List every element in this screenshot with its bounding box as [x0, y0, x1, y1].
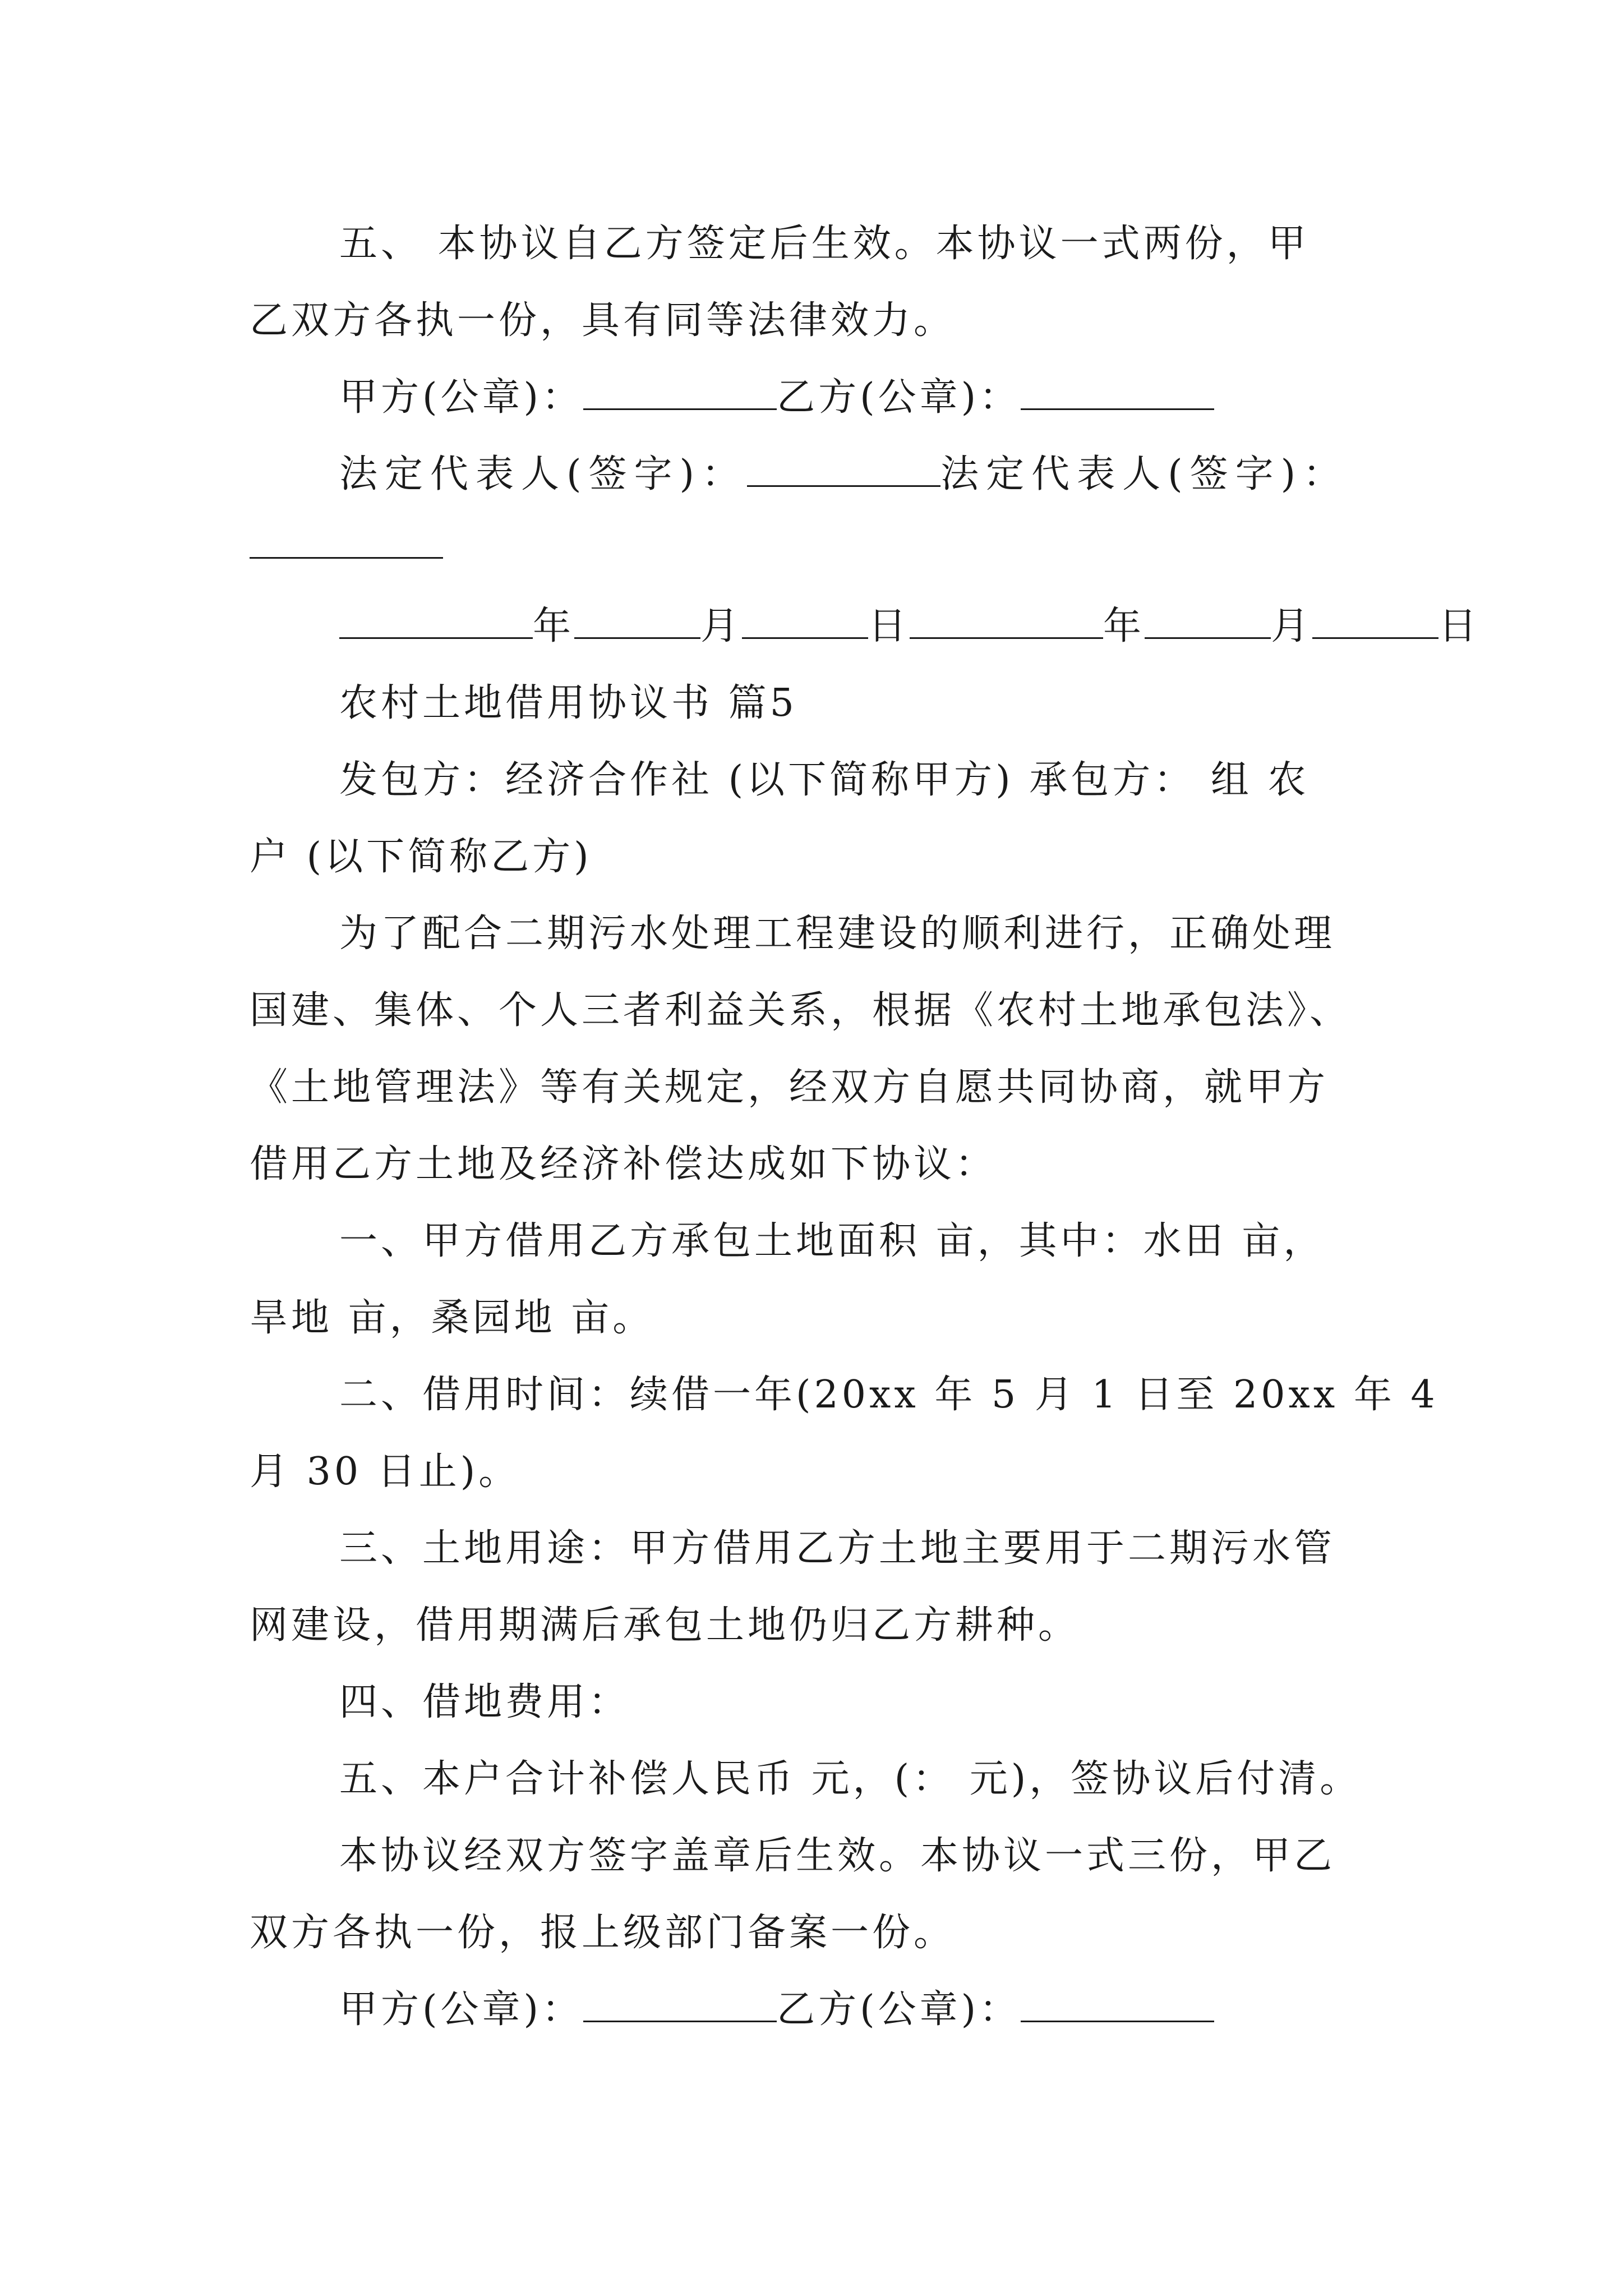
signature-line-representatives [0, 447, 1623, 503]
text-line: 双方各执一份，报上级部门备案一份。 [250, 1911, 956, 1955]
text-line: 五、 本协议自乙方签定后生效。本协议一式两份，甲 [339, 222, 1310, 266]
paragraph-line [0, 752, 1623, 808]
signature-blank [1021, 1987, 1214, 2022]
date-line [0, 599, 1623, 655]
signature-line-party-a-b [0, 1982, 1623, 2038]
paragraph-line [0, 1751, 1623, 1807]
text-line: 户 (以下简称乙方) [250, 835, 592, 879]
party-b-seal-label: 乙方(公章)： [777, 375, 1021, 420]
party-a-seal-label: 甲方(公章)： [339, 1987, 584, 2032]
section-heading: 农村土地借用协议书 篇5 [339, 681, 797, 725]
text-line: 借用乙方土地及经济补偿达成如下协议： [250, 1142, 997, 1186]
signature-blank [1021, 375, 1214, 410]
date-blank [339, 604, 533, 639]
paragraph-line [0, 1213, 1623, 1269]
text-line: 发包方：经济合作社 (以下简称甲方) 承包方： 组 农 [339, 758, 1310, 802]
paragraph-line [0, 1905, 1623, 1961]
signature-blank [583, 375, 777, 410]
month-label: 月 [1271, 604, 1313, 648]
text-line: 二、借用时间：续借一年(20xx 年 5 月 1 日至 20xx 年 4 [339, 1373, 1438, 1417]
party-b-representative-label: 法定代表人(签字)： [940, 452, 1349, 496]
text-line: 月 30 日止)。 [250, 1450, 520, 1494]
text-line: 乙双方各执一份，具有同等法律效力。 [250, 298, 956, 343]
paragraph-line [0, 216, 1623, 272]
date-blank [910, 604, 1103, 639]
party-a-seal-label: 甲方(公章)： [339, 375, 584, 420]
paragraph-line [0, 1521, 1623, 1577]
paragraph-line [0, 1444, 1623, 1500]
day-label: 日 [1438, 604, 1481, 648]
signature-line-party-a-b [0, 370, 1623, 426]
paragraph-line [0, 293, 1623, 349]
paragraph-line [0, 1828, 1623, 1884]
paragraph-line [0, 983, 1623, 1039]
text-line: 本协议经双方签字盖章后生效。本协议一式三份，甲乙 [339, 1834, 1336, 1878]
signature-blank [250, 557, 443, 559]
date-blank [574, 604, 700, 639]
paragraph-line [0, 1598, 1623, 1654]
text-line: 四、借地费用： [339, 1680, 630, 1724]
date-blank [1145, 604, 1271, 639]
text-line: 一、甲方借用乙方承包土地面积 亩，其中：水田 亩， [339, 1219, 1325, 1263]
year-label: 年 [533, 604, 575, 648]
text-line: 旱地 亩，桑园地 亩。 [250, 1296, 654, 1340]
paragraph-line [0, 1060, 1623, 1116]
day-label: 日 [868, 604, 910, 648]
party-b-seal-label: 乙方(公章)： [777, 1987, 1021, 2032]
paragraph-line [0, 1137, 1623, 1193]
paragraph-line [0, 1290, 1623, 1346]
paragraph-line [0, 829, 1623, 885]
date-blank [1312, 604, 1438, 639]
text-line: 国建、集体、个人三者利益关系，根据《农村土地承包法》、 [250, 988, 1352, 1033]
paragraph-line [0, 906, 1623, 962]
text-line: 《土地管理法》等有关规定，经双方自愿共同协商，就甲方 [250, 1065, 1329, 1110]
signature-blank [583, 1987, 777, 2022]
paragraph-line [0, 1367, 1623, 1423]
paragraph-line [0, 1674, 1623, 1731]
text-line: 为了配合二期污水处理工程建设的顺利进行，正确处理 [339, 912, 1336, 956]
signature-blank [747, 452, 940, 487]
date-blank [742, 604, 868, 639]
year-label: 年 [1103, 604, 1145, 648]
text-line: 五、本户合计补偿人民币 元，(： 元)，签协议后付清。 [339, 1757, 1362, 1801]
text-line: 网建设，借用期满后承包土地仍归乙方耕种。 [250, 1603, 1080, 1648]
month-label: 月 [700, 604, 743, 648]
party-a-representative-label: 法定代表人(签字)： [339, 452, 748, 496]
section-title [0, 675, 1623, 731]
text-line: 三、土地用途：甲方借用乙方土地主要用于二期污水管 [339, 1526, 1336, 1571]
